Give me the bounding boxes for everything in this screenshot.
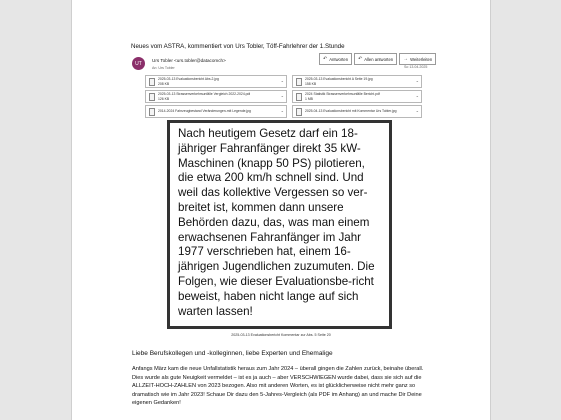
attachment-size: 158 KB bbox=[305, 81, 317, 86]
reply-all-icon: ↶ bbox=[358, 56, 363, 62]
chevron-down-icon[interactable]: ⌄ bbox=[415, 108, 419, 113]
image-file-icon bbox=[149, 78, 155, 86]
attachment-item[interactable] bbox=[292, 90, 422, 103]
attachment-size: 1 MB bbox=[305, 96, 313, 101]
chevron-down-icon[interactable]: ⌄ bbox=[415, 78, 419, 83]
body-paragraph: Anfangs März kam die neue Unfallstatistik heraus zum Jahr 2024 – überall gingen die Zahlen zurück, beinahe überall. Dies wurde als gute Neuigkeit vermeldet – ist es ja auch – aber VERSCHWIEGEN wurde dabei, dass sie sich auf die ALLZEIT-HOCH-ZAHLEN von 2023 bezogen. Also mit anderen Worten, es ist glücklicherweise nicht mehr ganz so dramatisch wie im Jahr 2023! Schaue Dir dazu den 5-Jahres-Vergleich (als PDF im Anhang) an und mache Dir Deine eigenen Gedanken! bbox=[132, 366, 424, 407]
attachment-name: 2025-04-13 Evaluationsbericht mit Kommentar Urs Tobler.jpg bbox=[305, 109, 397, 114]
greeting: Liebe Berufskollegen und -kolleginnen, liebe Experten und Ehemalige bbox=[132, 350, 333, 357]
attachment-size: 126 KB bbox=[158, 96, 170, 101]
chevron-down-icon[interactable]: ⌄ bbox=[280, 108, 284, 113]
reply-label: Antworten bbox=[329, 56, 349, 62]
email-subject: Neues vom ASTRA, kommentiert von Urs Tobler, Töff-Fahrlehrer der 1.Stunde bbox=[131, 43, 345, 50]
pdf-file-icon bbox=[149, 93, 155, 101]
document-page bbox=[71, 0, 491, 420]
attachment-size: 208 KB bbox=[158, 81, 170, 86]
attachment-name: 2025-03-13 Evaluationsbericht Abs.2.jpg bbox=[158, 77, 219, 82]
image-file-icon bbox=[149, 108, 155, 116]
forward-button[interactable] bbox=[399, 53, 436, 65]
chevron-down-icon[interactable]: ⌄ bbox=[280, 93, 284, 98]
reply-button[interactable] bbox=[319, 53, 352, 65]
reply-all-label: Allen antworten bbox=[364, 56, 394, 62]
chevron-down-icon[interactable]: ⌄ bbox=[280, 78, 284, 83]
reply-icon: ↶ bbox=[323, 56, 328, 62]
forward-icon: → bbox=[403, 56, 409, 62]
avatar: UT bbox=[132, 57, 145, 70]
chevron-down-icon[interactable]: ⌄ bbox=[415, 93, 419, 98]
sender: Urs Tobler <urs.tobler@datacomch> bbox=[152, 58, 226, 63]
image-caption: 2025-03-13 Evaluationsbericht Kommentar zur Abs. 5 Seite 20 bbox=[231, 333, 331, 337]
attachment-item[interactable] bbox=[292, 75, 422, 88]
recipient: An: Urs Tobler bbox=[152, 66, 175, 70]
attachment-name: 2014-2024 Fahrzeugbestand Veränderungen-mit Legende.jpg bbox=[158, 109, 251, 114]
quote-box bbox=[167, 120, 392, 329]
attachment-item[interactable] bbox=[145, 75, 287, 88]
attachment-item[interactable] bbox=[145, 90, 287, 103]
pdf-file-icon bbox=[296, 93, 302, 101]
reply-all-button[interactable] bbox=[354, 53, 397, 65]
forward-label: Weiterleiten bbox=[410, 56, 433, 62]
attachment-name: 2025-03-13 Strassenverkehrsunfälle Vergleich 2022-2024.pdf bbox=[158, 92, 251, 97]
quote-text: Nach heutigem Gesetz darf ein 18-jähriger Fahranfänger direkt 35 kW-Maschinen (knapp 50 PS) pilotieren, die etwa 200 km/h schnell sind. Und weil das kollektive Vergessen so ver-breitet ist, kommen dann unsere Behörden dazu, das, was man einem erwachsenen Fahranfänger im Jahr 1977 verschrieben hat, einem 16-jährigen Jugendlichen zuzumuten. Die Folgen, wie dieser Evaluationsbe-richt beweist, haben nicht lange auf sich warten lassen! bbox=[178, 127, 375, 318]
email-date: So 13.04.2025 bbox=[404, 65, 428, 69]
image-file-icon bbox=[296, 108, 302, 116]
image-file-icon bbox=[296, 78, 302, 86]
attachment-name: 2024 Statistik Strassenverkehrsunfälle Bericht.pdf bbox=[305, 92, 380, 97]
attachment-name: 2025-03-13 Evaluationsbericht A Seite 19.jpg bbox=[305, 77, 373, 82]
attachment-item[interactable] bbox=[292, 105, 422, 118]
attachment-item[interactable] bbox=[145, 105, 287, 118]
email-toolbar bbox=[317, 53, 436, 65]
